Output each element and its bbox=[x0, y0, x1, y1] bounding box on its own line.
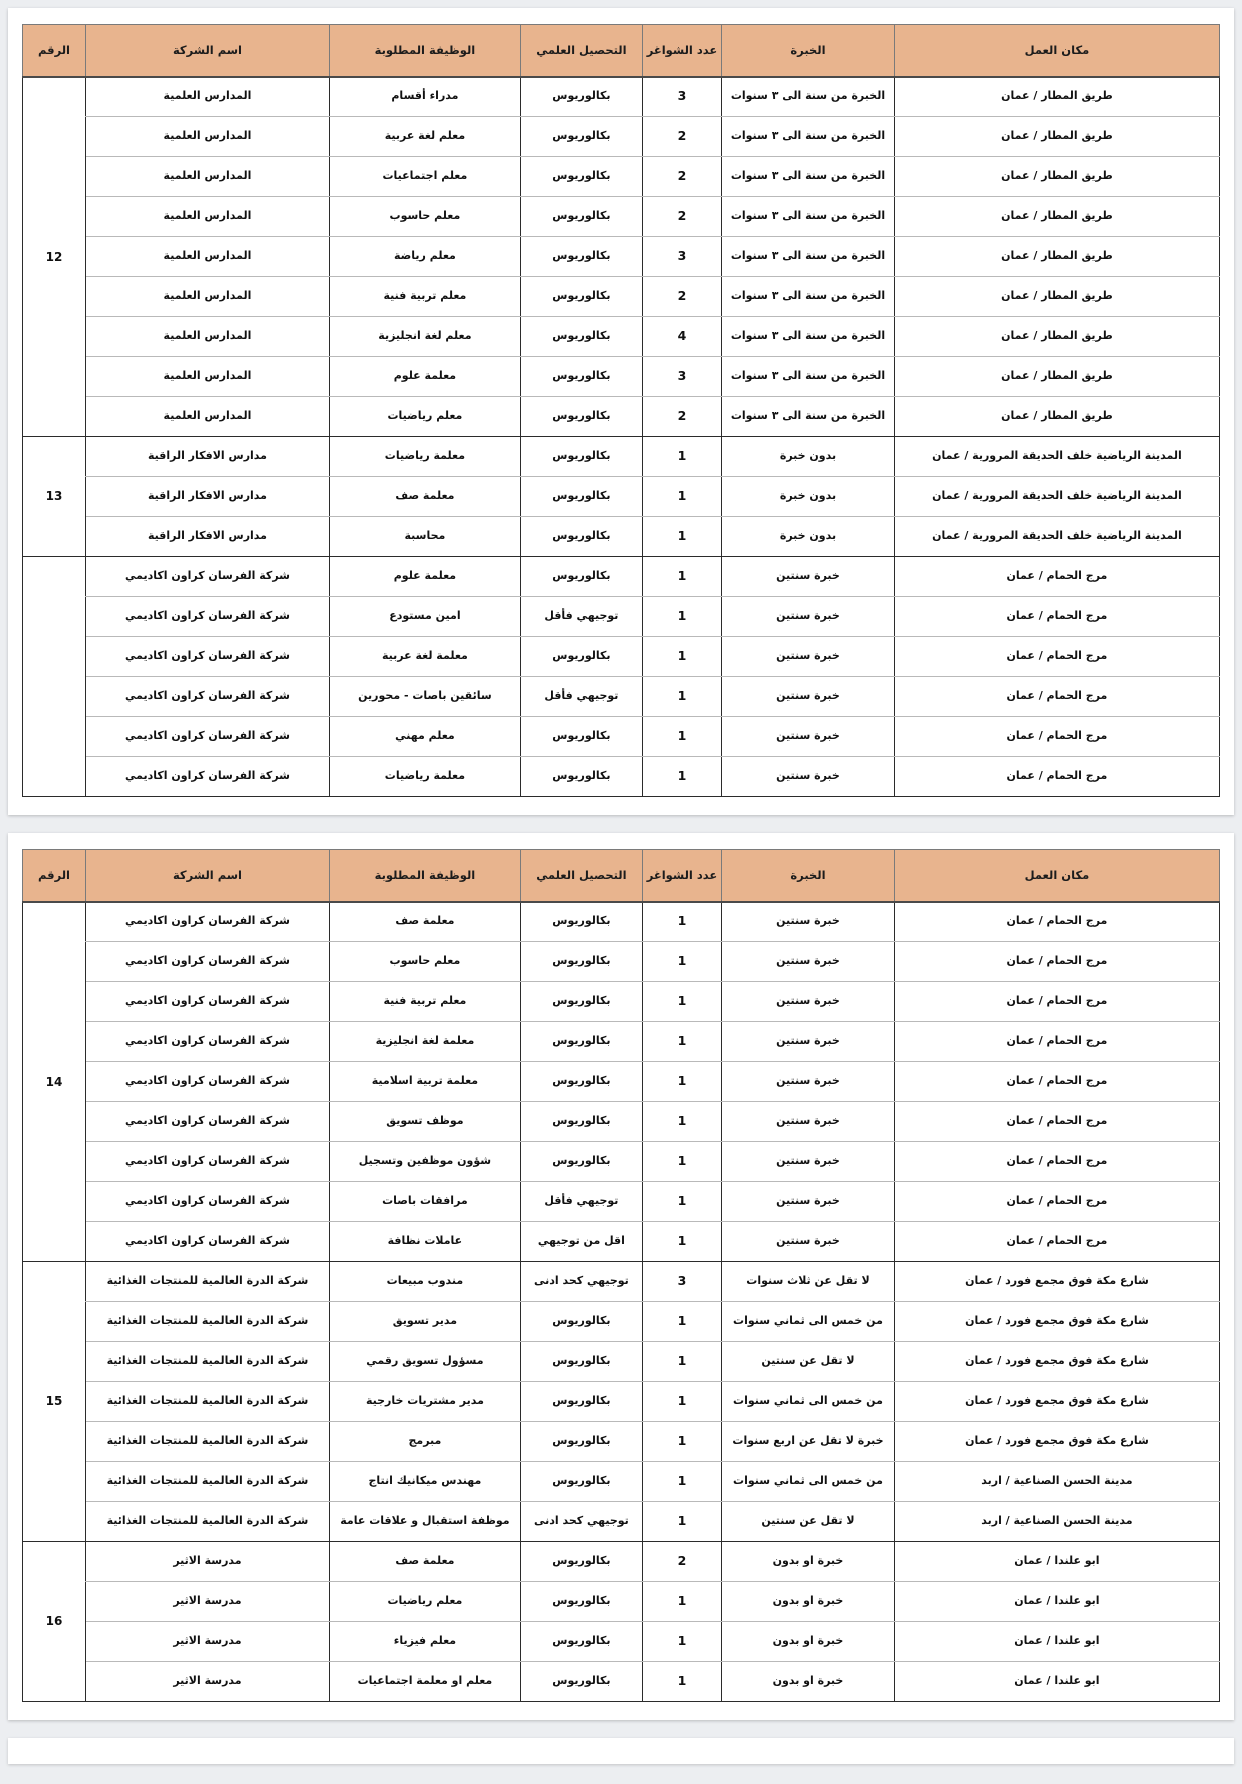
cell-job: معلم تربية فنية bbox=[329, 982, 520, 1022]
cell-job: امين مستودع bbox=[329, 597, 520, 637]
cell-company: شركة الفرسان كراون اكاديمي bbox=[86, 902, 330, 942]
cell-company: مدارس الافكار الراقية bbox=[86, 437, 330, 477]
cell-job: معلمة رياضيات bbox=[329, 437, 520, 477]
cell-cnt: 1 bbox=[642, 1462, 721, 1502]
cell-edu: بكالوريوس bbox=[520, 1542, 642, 1582]
cell-job: معلم حاسوب bbox=[329, 942, 520, 982]
cell-exp: خبرة سنتين bbox=[722, 942, 895, 982]
cell-company: شركة الفرسان كراون اكاديمي bbox=[86, 677, 330, 717]
cell-company: شركة الفرسان كراون اكاديمي bbox=[86, 1182, 330, 1222]
cell-edu: توجيهي فأقل bbox=[520, 1182, 642, 1222]
column-header-place: مكان العمل bbox=[894, 25, 1219, 77]
cell-edu: بكالوريوس bbox=[520, 1342, 642, 1382]
column-header-edu: التحصيل العلمي bbox=[520, 850, 642, 902]
cell-edu: بكالوريوس bbox=[520, 902, 642, 942]
cell-cnt: 2 bbox=[642, 117, 721, 157]
cell-job: معلم لغة عربية bbox=[329, 117, 520, 157]
cell-edu: توجيهي كحد ادنى bbox=[520, 1262, 642, 1302]
cell-company: شركة الفرسان كراون اكاديمي bbox=[86, 597, 330, 637]
table-row bbox=[23, 1102, 1220, 1142]
cell-edu: بكالوريوس bbox=[520, 397, 642, 437]
table-row bbox=[23, 902, 1220, 942]
cell-company: شركة الفرسان كراون اكاديمي bbox=[86, 1102, 330, 1142]
table-row bbox=[23, 1462, 1220, 1502]
cell-exp: الخبرة من سنة الى ٣ سنوات bbox=[722, 317, 895, 357]
table-row bbox=[23, 717, 1220, 757]
cell-job: معلمة علوم bbox=[329, 357, 520, 397]
table-row bbox=[23, 437, 1220, 477]
cell-cnt: 1 bbox=[642, 1422, 721, 1462]
cell-job: مبرمج bbox=[329, 1422, 520, 1462]
cell-place: مرج الحمام / عمان bbox=[894, 1102, 1219, 1142]
table-row bbox=[23, 597, 1220, 637]
cell-company: المدارس العلمية bbox=[86, 117, 330, 157]
cell-exp: لا تقل عن سنتين bbox=[722, 1502, 895, 1542]
cell-company: شركة الدرة العالمية للمنتجات الغذائية bbox=[86, 1302, 330, 1342]
cell-cnt: 1 bbox=[642, 1662, 721, 1702]
cell-job: مرافقات باصات bbox=[329, 1182, 520, 1222]
cell-company: شركة الفرسان كراون اكاديمي bbox=[86, 1022, 330, 1062]
cell-exp: خبرة او بدون bbox=[722, 1662, 895, 1702]
cell-exp: لا تقل عن ثلاث سنوات bbox=[722, 1262, 895, 1302]
cell-company: شركة الفرسان كراون اكاديمي bbox=[86, 942, 330, 982]
cell-place: شارع مكة فوق مجمع فورد / عمان bbox=[894, 1382, 1219, 1422]
cell-edu: بكالوريوس bbox=[520, 437, 642, 477]
cell-job: معلم تربية فنية bbox=[329, 277, 520, 317]
cell-cnt: 1 bbox=[642, 1502, 721, 1542]
cell-exp: خبرة سنتين bbox=[722, 757, 895, 797]
cell-exp: الخبرة من سنة الى ٣ سنوات bbox=[722, 157, 895, 197]
cell-job: معلم رياضة bbox=[329, 237, 520, 277]
cell-place: مرج الحمام / عمان bbox=[894, 637, 1219, 677]
cell-cnt: 1 bbox=[642, 1622, 721, 1662]
column-header-exp: الخبرة bbox=[722, 850, 895, 902]
cell-exp: خبرة سنتين bbox=[722, 1022, 895, 1062]
table-body bbox=[23, 902, 1220, 1702]
vacancies-table bbox=[22, 849, 1220, 1702]
table-row bbox=[23, 1182, 1220, 1222]
cell-company: شركة الدرة العالمية للمنتجات الغذائية bbox=[86, 1262, 330, 1302]
cell-cnt: 3 bbox=[642, 1262, 721, 1302]
cell-job: معلم حاسوب bbox=[329, 197, 520, 237]
cell-place: طريق المطار / عمان bbox=[894, 357, 1219, 397]
cell-exp: خبرة او بدون bbox=[722, 1542, 895, 1582]
table-row bbox=[23, 1222, 1220, 1262]
cell-edu: بكالوريوس bbox=[520, 1302, 642, 1342]
page-3-partial bbox=[8, 1738, 1234, 1764]
cell-edu: بكالوريوس bbox=[520, 1022, 642, 1062]
cell-exp: بدون خبرة bbox=[722, 437, 895, 477]
cell-exp: من خمس الى ثماني سنوات bbox=[722, 1302, 895, 1342]
cell-job: معلمة رياضيات bbox=[329, 757, 520, 797]
cell-place: مرج الحمام / عمان bbox=[894, 1062, 1219, 1102]
cell-exp: خبرة او بدون bbox=[722, 1582, 895, 1622]
cell-edu: بكالوريوس bbox=[520, 1582, 642, 1622]
cell-exp: الخبرة من سنة الى ٣ سنوات bbox=[722, 237, 895, 277]
page-content bbox=[8, 833, 1234, 1720]
table-row bbox=[23, 277, 1220, 317]
cell-job: معلمة تربية اسلامية bbox=[329, 1062, 520, 1102]
cell-job: معلمة صف bbox=[329, 477, 520, 517]
cell-job: معلم رياضيات bbox=[329, 1582, 520, 1622]
cell-company: مدرسة الاثير bbox=[86, 1662, 330, 1702]
cell-place: مرج الحمام / عمان bbox=[894, 1222, 1219, 1262]
cell-job: معلم مهني bbox=[329, 717, 520, 757]
table-header bbox=[23, 25, 1220, 77]
cell-edu: بكالوريوس bbox=[520, 357, 642, 397]
table-row bbox=[23, 317, 1220, 357]
cell-cnt: 1 bbox=[642, 677, 721, 717]
cell-company: المدارس العلمية bbox=[86, 397, 330, 437]
cell-company: المدارس العلمية bbox=[86, 157, 330, 197]
cell-job: مدير تسويق bbox=[329, 1302, 520, 1342]
cell-place: طريق المطار / عمان bbox=[894, 117, 1219, 157]
table-row bbox=[23, 557, 1220, 597]
cell-job: مهندس ميكانيك انتاج bbox=[329, 1462, 520, 1502]
cell-edu: بكالوريوس bbox=[520, 717, 642, 757]
cell-cnt: 1 bbox=[642, 717, 721, 757]
cell-job: مندوب مبيعات bbox=[329, 1262, 520, 1302]
cell-job: شؤون موظفين وتسجيل bbox=[329, 1142, 520, 1182]
table-row bbox=[23, 477, 1220, 517]
table-row bbox=[23, 237, 1220, 277]
cell-place: شارع مكة فوق مجمع فورد / عمان bbox=[894, 1262, 1219, 1302]
cell-company: مدارس الافكار الراقية bbox=[86, 517, 330, 557]
cell-place: ابو علندا / عمان bbox=[894, 1622, 1219, 1662]
cell-place: طريق المطار / عمان bbox=[894, 77, 1219, 117]
cell-edu: بكالوريوس bbox=[520, 1422, 642, 1462]
table-row bbox=[23, 517, 1220, 557]
cell-edu: بكالوريوس bbox=[520, 942, 642, 982]
cell-edu: بكالوريوس bbox=[520, 1382, 642, 1422]
table-header bbox=[23, 850, 1220, 902]
cell-job: عاملات نظافة bbox=[329, 1222, 520, 1262]
cell-cnt: 2 bbox=[642, 1542, 721, 1582]
cell-cnt: 3 bbox=[642, 237, 721, 277]
table-row bbox=[23, 677, 1220, 717]
cell-place: مرج الحمام / عمان bbox=[894, 757, 1219, 797]
cell-job: مدراء أقسام bbox=[329, 77, 520, 117]
cell-cnt: 2 bbox=[642, 397, 721, 437]
cell-edu: بكالوريوس bbox=[520, 1622, 642, 1662]
cell-job: معلمة لغة انجليزية bbox=[329, 1022, 520, 1062]
cell-place: شارع مكة فوق مجمع فورد / عمان bbox=[894, 1342, 1219, 1382]
cell-place: طريق المطار / عمان bbox=[894, 237, 1219, 277]
table-row bbox=[23, 1022, 1220, 1062]
cell-company: شركة الفرسان كراون اكاديمي bbox=[86, 1142, 330, 1182]
cell-place: مرج الحمام / عمان bbox=[894, 597, 1219, 637]
cell-cnt: 2 bbox=[642, 157, 721, 197]
cell-cnt: 1 bbox=[642, 1342, 721, 1382]
column-header-job: الوظيفة المطلوبة bbox=[329, 850, 520, 902]
cell-row-number: 13 bbox=[23, 437, 86, 557]
cell-job: معلمة صف bbox=[329, 902, 520, 942]
cell-company: شركة الفرسان كراون اكاديمي bbox=[86, 557, 330, 597]
column-header-job: الوظيفة المطلوبة bbox=[329, 25, 520, 77]
cell-exp: خبرة سنتين bbox=[722, 557, 895, 597]
cell-cnt: 1 bbox=[642, 942, 721, 982]
table-row bbox=[23, 1382, 1220, 1422]
cell-exp: خبرة سنتين bbox=[722, 1062, 895, 1102]
column-header-count: عدد الشواغر bbox=[642, 25, 721, 77]
table-row bbox=[23, 942, 1220, 982]
column-header-place: مكان العمل bbox=[894, 850, 1219, 902]
cell-cnt: 4 bbox=[642, 317, 721, 357]
cell-exp: خبرة لا تقل عن اربع سنوات bbox=[722, 1422, 895, 1462]
table-row bbox=[23, 1262, 1220, 1302]
cell-row-number: 14 bbox=[23, 902, 86, 1262]
cell-edu: بكالوريوس bbox=[520, 1062, 642, 1102]
cell-place: طريق المطار / عمان bbox=[894, 277, 1219, 317]
cell-place: طريق المطار / عمان bbox=[894, 197, 1219, 237]
table-row bbox=[23, 357, 1220, 397]
column-header-num: الرقم bbox=[23, 25, 86, 77]
cell-cnt: 1 bbox=[642, 1302, 721, 1342]
cell-exp: الخبرة من سنة الى ٣ سنوات bbox=[722, 77, 895, 117]
cell-job: معلم فيزياء bbox=[329, 1622, 520, 1662]
column-header-exp: الخبرة bbox=[722, 25, 895, 77]
cell-exp: خبرة سنتين bbox=[722, 1182, 895, 1222]
cell-cnt: 1 bbox=[642, 757, 721, 797]
cell-exp: من خمس الى ثماني سنوات bbox=[722, 1462, 895, 1502]
cell-place: مرج الحمام / عمان bbox=[894, 1142, 1219, 1182]
column-header-count: عدد الشواغر bbox=[642, 850, 721, 902]
cell-cnt: 1 bbox=[642, 1062, 721, 1102]
cell-edu: توجيهي فأقل bbox=[520, 677, 642, 717]
cell-place: شارع مكة فوق مجمع فورد / عمان bbox=[894, 1422, 1219, 1462]
table-row bbox=[23, 1342, 1220, 1382]
cell-cnt: 1 bbox=[642, 1182, 721, 1222]
cell-company: شركة الفرسان كراون اكاديمي bbox=[86, 1222, 330, 1262]
cell-company: شركة الفرسان كراون اكاديمي bbox=[86, 717, 330, 757]
cell-row-number: 15 bbox=[23, 1262, 86, 1542]
cell-exp: بدون خبرة bbox=[722, 477, 895, 517]
cell-company: مدرسة الاثير bbox=[86, 1582, 330, 1622]
table-row bbox=[23, 157, 1220, 197]
cell-cnt: 1 bbox=[642, 1142, 721, 1182]
cell-exp: الخبرة من سنة الى ٣ سنوات bbox=[722, 117, 895, 157]
table-row bbox=[23, 982, 1220, 1022]
cell-job: مسؤول تسويق رقمي bbox=[329, 1342, 520, 1382]
cell-place: طريق المطار / عمان bbox=[894, 157, 1219, 197]
cell-company: شركة الدرة العالمية للمنتجات الغذائية bbox=[86, 1502, 330, 1542]
column-header-company: اسم الشركة bbox=[86, 25, 330, 77]
cell-place: مدينة الحسن الصناعية / اربد bbox=[894, 1462, 1219, 1502]
vacancies-table bbox=[22, 24, 1220, 797]
cell-exp: لا تقل عن سنتين bbox=[722, 1342, 895, 1382]
cell-exp: الخبرة من سنة الى ٣ سنوات bbox=[722, 197, 895, 237]
cell-edu: بكالوريوس bbox=[520, 117, 642, 157]
cell-job: محاسبة bbox=[329, 517, 520, 557]
cell-row-number bbox=[23, 557, 86, 797]
table-row bbox=[23, 1542, 1220, 1582]
cell-place: طريق المطار / عمان bbox=[894, 317, 1219, 357]
cell-cnt: 1 bbox=[642, 1022, 721, 1062]
cell-exp: خبرة سنتين bbox=[722, 1142, 895, 1182]
cell-cnt: 1 bbox=[642, 1102, 721, 1142]
cell-job: معلم او معلمة اجتماعيات bbox=[329, 1662, 520, 1702]
column-header-company: اسم الشركة bbox=[86, 850, 330, 902]
cell-place: مرج الحمام / عمان bbox=[894, 982, 1219, 1022]
cell-company: مدارس الافكار الراقية bbox=[86, 477, 330, 517]
cell-edu: بكالوريوس bbox=[520, 77, 642, 117]
cell-edu: بكالوريوس bbox=[520, 477, 642, 517]
cell-cnt: 1 bbox=[642, 597, 721, 637]
cell-exp: من خمس الى ثماني سنوات bbox=[722, 1382, 895, 1422]
cell-job: معلم رياضيات bbox=[329, 397, 520, 437]
table-row bbox=[23, 397, 1220, 437]
cell-place: المدينة الرياضية خلف الحديقة المرورية / عمان bbox=[894, 437, 1219, 477]
cell-edu: بكالوريوس bbox=[520, 1662, 642, 1702]
cell-edu: بكالوريوس bbox=[520, 277, 642, 317]
cell-job: معلم لغة انجليزية bbox=[329, 317, 520, 357]
cell-cnt: 3 bbox=[642, 357, 721, 397]
cell-company: مدرسة الاثير bbox=[86, 1622, 330, 1662]
cell-edu: بكالوريوس bbox=[520, 1102, 642, 1142]
cell-company: المدارس العلمية bbox=[86, 357, 330, 397]
cell-cnt: 2 bbox=[642, 277, 721, 317]
cell-cnt: 1 bbox=[642, 477, 721, 517]
cell-exp: خبرة سنتين bbox=[722, 982, 895, 1022]
cell-exp: خبرة سنتين bbox=[722, 1222, 895, 1262]
page-content bbox=[8, 8, 1234, 815]
cell-cnt: 1 bbox=[642, 517, 721, 557]
cell-place: مرج الحمام / عمان bbox=[894, 942, 1219, 982]
cell-exp: خبرة سنتين bbox=[722, 597, 895, 637]
cell-exp: خبرة سنتين bbox=[722, 677, 895, 717]
cell-edu: بكالوريوس bbox=[520, 757, 642, 797]
cell-cnt: 2 bbox=[642, 197, 721, 237]
table-row bbox=[23, 1502, 1220, 1542]
cell-cnt: 1 bbox=[642, 902, 721, 942]
table-body bbox=[23, 77, 1220, 797]
cell-place: مرج الحمام / عمان bbox=[894, 902, 1219, 942]
document-page-2 bbox=[8, 833, 1234, 1720]
cell-edu: بكالوريوس bbox=[520, 982, 642, 1022]
cell-job: معلمة لغة عربية bbox=[329, 637, 520, 677]
header-row bbox=[23, 850, 1220, 902]
cell-exp: خبرة او بدون bbox=[722, 1622, 895, 1662]
cell-place: المدينة الرياضية خلف الحديقة المرورية / عمان bbox=[894, 477, 1219, 517]
cell-place: ابو علندا / عمان bbox=[894, 1542, 1219, 1582]
cell-job: موظفة استقبال و علاقات عامة bbox=[329, 1502, 520, 1542]
cell-place: شارع مكة فوق مجمع فورد / عمان bbox=[894, 1302, 1219, 1342]
cell-cnt: 1 bbox=[642, 637, 721, 677]
column-header-num: الرقم bbox=[23, 850, 86, 902]
cell-place: مرج الحمام / عمان bbox=[894, 557, 1219, 597]
cell-company: المدارس العلمية bbox=[86, 197, 330, 237]
cell-place: المدينة الرياضية خلف الحديقة المرورية / عمان bbox=[894, 517, 1219, 557]
cell-cnt: 1 bbox=[642, 437, 721, 477]
cell-place: مرج الحمام / عمان bbox=[894, 1182, 1219, 1222]
cell-cnt: 1 bbox=[642, 982, 721, 1022]
cell-place: ابو علندا / عمان bbox=[894, 1662, 1219, 1702]
table-row bbox=[23, 77, 1220, 117]
cell-company: شركة الدرة العالمية للمنتجات الغذائية bbox=[86, 1342, 330, 1382]
table-row bbox=[23, 757, 1220, 797]
cell-edu: بكالوريوس bbox=[520, 1142, 642, 1182]
cell-place: مرج الحمام / عمان bbox=[894, 677, 1219, 717]
cell-job: معلم اجتماعيات bbox=[329, 157, 520, 197]
cell-place: مدينة الحسن الصناعية / اربد bbox=[894, 1502, 1219, 1542]
cell-job: موظف تسويق bbox=[329, 1102, 520, 1142]
cell-job: معلمة صف bbox=[329, 1542, 520, 1582]
table-row bbox=[23, 1622, 1220, 1662]
table-row bbox=[23, 1662, 1220, 1702]
cell-company: شركة الدرة العالمية للمنتجات الغذائية bbox=[86, 1382, 330, 1422]
cell-place: مرج الحمام / عمان bbox=[894, 717, 1219, 757]
cell-place: مرج الحمام / عمان bbox=[894, 1022, 1219, 1062]
table-row bbox=[23, 1142, 1220, 1182]
table-row bbox=[23, 637, 1220, 677]
cell-edu: بكالوريوس bbox=[520, 1462, 642, 1502]
cell-edu: بكالوريوس bbox=[520, 317, 642, 357]
table-row bbox=[23, 197, 1220, 237]
cell-cnt: 1 bbox=[642, 1222, 721, 1262]
cell-exp: خبرة سنتين bbox=[722, 637, 895, 677]
column-header-edu: التحصيل العلمي bbox=[520, 25, 642, 77]
cell-edu: اقل من توجيهي bbox=[520, 1222, 642, 1262]
cell-exp: الخبرة من سنة الى ٣ سنوات bbox=[722, 277, 895, 317]
cell-company: شركة الفرسان كراون اكاديمي bbox=[86, 1062, 330, 1102]
cell-job: مدير مشتريات خارجية bbox=[329, 1382, 520, 1422]
cell-company: شركة الدرة العالمية للمنتجات الغذائية bbox=[86, 1462, 330, 1502]
cell-row-number: 12 bbox=[23, 77, 86, 437]
cell-place: ابو علندا / عمان bbox=[894, 1582, 1219, 1622]
cell-exp: خبرة سنتين bbox=[722, 717, 895, 757]
cell-company: المدارس العلمية bbox=[86, 237, 330, 277]
cell-exp: خبرة سنتين bbox=[722, 902, 895, 942]
cell-company: مدرسة الاثير bbox=[86, 1542, 330, 1582]
cell-job: معلمة علوم bbox=[329, 557, 520, 597]
cell-exp: الخبرة من سنة الى ٣ سنوات bbox=[722, 357, 895, 397]
cell-edu: بكالوريوس bbox=[520, 197, 642, 237]
cell-edu: بكالوريوس bbox=[520, 557, 642, 597]
cell-edu: بكالوريوس bbox=[520, 637, 642, 677]
table-row bbox=[23, 1422, 1220, 1462]
cell-exp: خبرة سنتين bbox=[722, 1102, 895, 1142]
cell-cnt: 1 bbox=[642, 1582, 721, 1622]
cell-edu: بكالوريوس bbox=[520, 237, 642, 277]
cell-edu: بكالوريوس bbox=[520, 517, 642, 557]
cell-company: شركة الفرسان كراون اكاديمي bbox=[86, 637, 330, 677]
cell-company: المدارس العلمية bbox=[86, 317, 330, 357]
cell-cnt: 1 bbox=[642, 1382, 721, 1422]
cell-company: المدارس العلمية bbox=[86, 77, 330, 117]
cell-row-number: 16 bbox=[23, 1542, 86, 1702]
cell-edu: توجيهي فأقل bbox=[520, 597, 642, 637]
cell-cnt: 3 bbox=[642, 77, 721, 117]
cell-job: سائقين باصات - محورين bbox=[329, 677, 520, 717]
document-page-1 bbox=[8, 8, 1234, 815]
cell-cnt: 1 bbox=[642, 557, 721, 597]
table-row bbox=[23, 1302, 1220, 1342]
cell-exp: بدون خبرة bbox=[722, 517, 895, 557]
cell-company: المدارس العلمية bbox=[86, 277, 330, 317]
table-row bbox=[23, 1582, 1220, 1622]
table-row bbox=[23, 117, 1220, 157]
cell-company: شركة الفرسان كراون اكاديمي bbox=[86, 757, 330, 797]
cell-company: شركة الفرسان كراون اكاديمي bbox=[86, 982, 330, 1022]
cell-edu: بكالوريوس bbox=[520, 157, 642, 197]
cell-edu: توجيهي كحد ادنى bbox=[520, 1502, 642, 1542]
table-row bbox=[23, 1062, 1220, 1102]
header-row bbox=[23, 25, 1220, 77]
cell-company: شركة الدرة العالمية للمنتجات الغذائية bbox=[86, 1422, 330, 1462]
cell-place: طريق المطار / عمان bbox=[894, 397, 1219, 437]
cell-exp: الخبرة من سنة الى ٣ سنوات bbox=[722, 397, 895, 437]
